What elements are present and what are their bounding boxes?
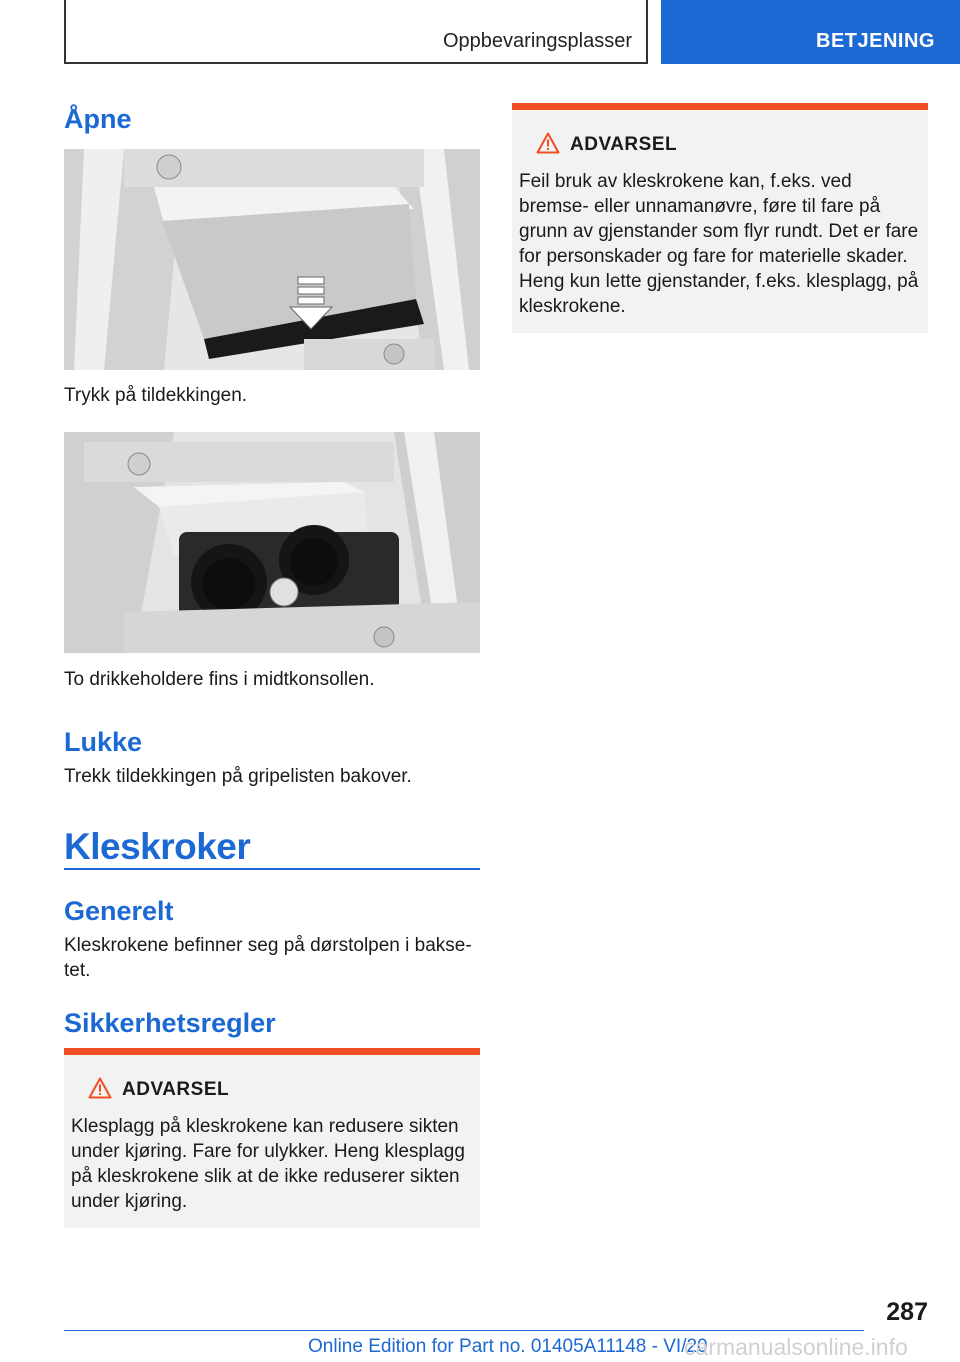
warning-label: ADVARSEL	[570, 134, 678, 155]
caption-press-cover: Trykk på tildekkingen.	[64, 385, 248, 406]
close-instructions: Trekk tildekkingen på gripelisten bakover.	[64, 766, 412, 787]
warning-box-misuse	[512, 103, 928, 333]
heading-open: Åpne	[64, 104, 132, 134]
warning-text: Klesplagg på kleskrokene kan redusere sikten under kjøring. Fare for ulykker. Heng klesplagg på kleskrokene slik at de ikke reduserer sikten under kjøring.	[71, 1116, 465, 1212]
warning-triangle-icon	[88, 1077, 112, 1099]
warning-triangle-icon	[536, 132, 560, 154]
footer-edition: Online Edition for Part no. 01405A11148 - VI/20	[308, 1336, 708, 1357]
general-text: Kleskrokene befinner seg på dørstolpen i bakse- tet.	[64, 935, 472, 981]
page-number: 287	[886, 1298, 928, 1326]
footer-rule	[64, 1330, 864, 1331]
heading-rule	[64, 868, 480, 870]
heading-safety-rules: Sikkerhetsregler	[64, 1008, 276, 1038]
caption-two-cup-holders: To drikkeholdere fins i midtkonsollen.	[64, 669, 375, 690]
photo-cup-holders-open	[64, 432, 480, 653]
footer-watermark: carmanualsonline.info	[684, 1334, 908, 1360]
photo-console-cover-closed	[64, 149, 480, 370]
header-chapter-label: BETJENING	[816, 30, 935, 52]
header-section-title: Oppbevaringsplasser	[443, 30, 632, 52]
header-section-box	[64, 0, 648, 64]
warning-label: ADVARSEL	[122, 1079, 230, 1100]
heading-coat-hooks: Kleskroker	[64, 826, 251, 867]
heading-close: Lukke	[64, 727, 143, 757]
heading-general: Generelt	[64, 896, 174, 926]
warning-box-visibility	[64, 1048, 480, 1228]
header-chapter-tab	[661, 0, 960, 64]
warning-text: Feil bruk av kleskrokene kan, f.eks. ved bremse- eller unnamanøvre, føre til fare på grunn av gjenstander som flyr rundt. Det er fare for personskader og fare for materielle skader. Heng kun lette gjenstander, f.eks. klesplagg, på kleskrokene.	[519, 171, 919, 317]
